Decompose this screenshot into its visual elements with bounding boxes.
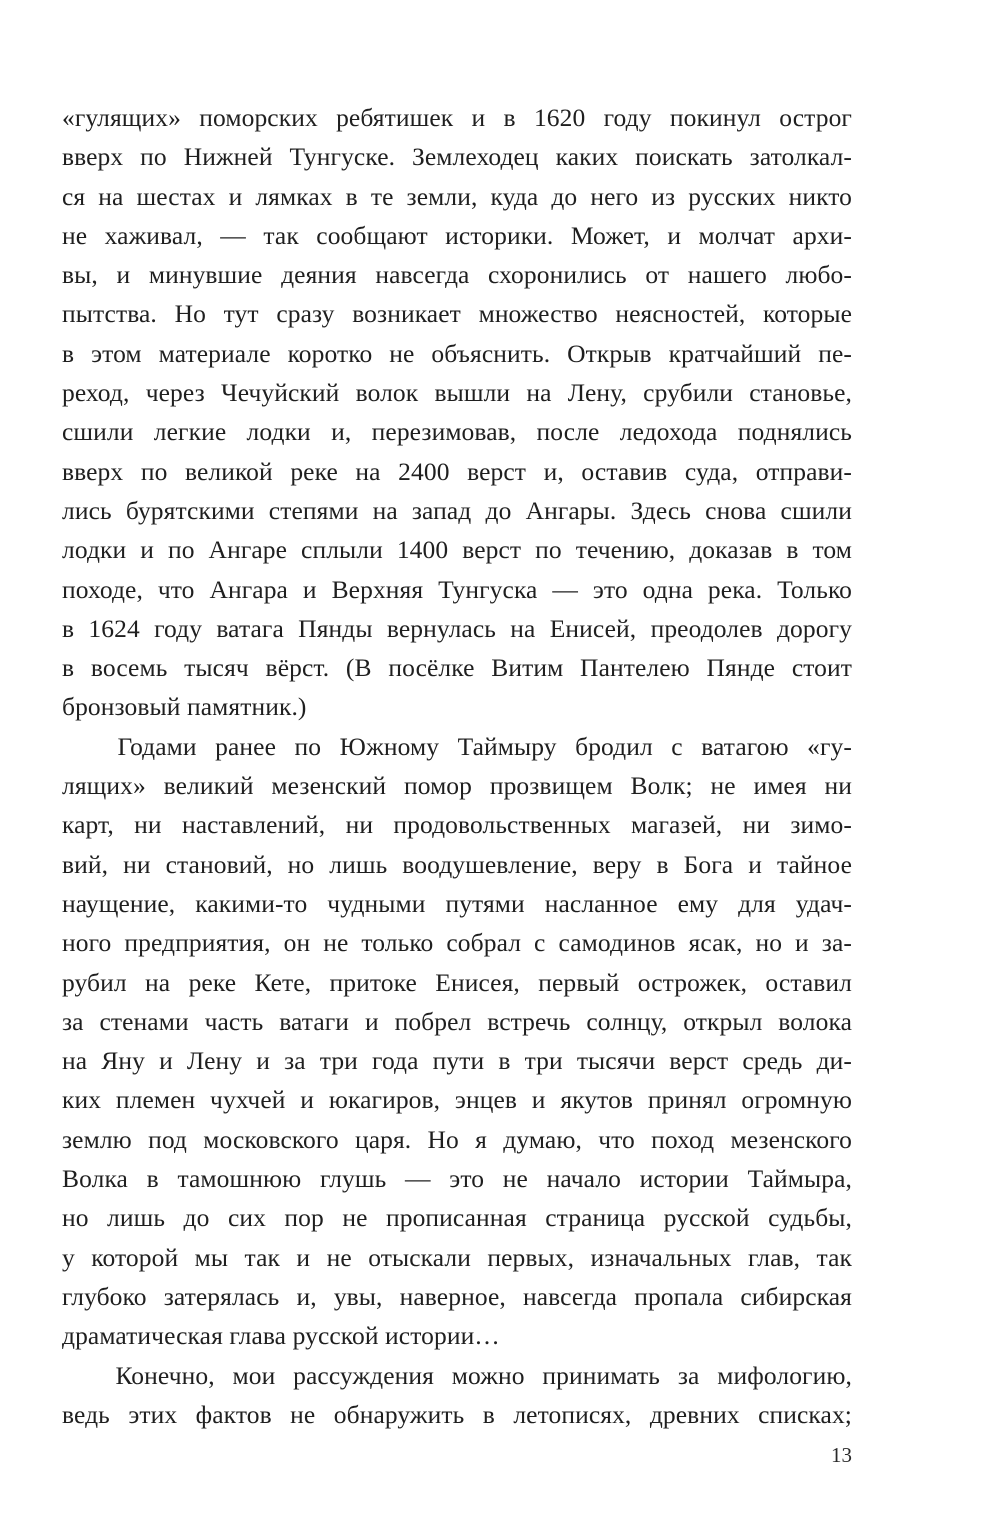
body-text xyxy=(62,98,852,1434)
text-line: наущение, какими-то чудными путями насланное ему для удач- xyxy=(62,888,852,918)
text-line: ведь этих фактов не обнаружить в летописях, древних списках; xyxy=(62,1399,852,1429)
paragraph-start-line: Конечно, мои рассуждения можно принимать за мифологию, xyxy=(62,1360,852,1390)
text-line: рубил на реке Кете, притоке Енисея, первый острожек, оставил xyxy=(62,967,852,997)
text-line: глубоко затерялась и, увы, наверное, навсегда пропала сибирская xyxy=(62,1281,852,1311)
text-line: походе, что Ангара и Верхняя Тунгуска — это одна река. Только xyxy=(62,574,852,604)
text-line: пытства. Но тут сразу возникает множество неясностей, которые xyxy=(62,299,852,329)
text-line: Волка в тамошнюю глушь — это не начало истории Таймыра, xyxy=(62,1164,852,1194)
text-line: лодки и по Ангаре сплыли 1400 верст по течению, доказав в том xyxy=(62,535,852,565)
text-line: но лишь до сих пор не прописанная страница русской судьбы, xyxy=(62,1203,852,1233)
text-line: ного предприятия, он не только собрал с самодинов ясак, но и за- xyxy=(62,928,852,958)
text-line: лись бурятскими степями на запад до Ангары. Здесь снова сшили xyxy=(62,495,852,525)
paragraph-start-line: Годами ранее по Южному Таймыру бродил с ватагою «гу- xyxy=(62,731,852,761)
text-line: лящих» великий мезенский помор прозвищем Волк; не имея ни xyxy=(62,771,852,801)
text-line: в этом материале коротко не объяснить. Открыв кратчайший пе- xyxy=(62,338,852,368)
text-line: ся на шестах и лямках в те земли, куда до него из русских никто xyxy=(62,181,852,211)
text-line: за стенами часть ватаги и побрел встречь солнцу, открыл волока xyxy=(62,1006,852,1036)
text-line: в 1624 году ватага Пянды вернулась на Енисей, преодолев дорогу xyxy=(62,613,852,643)
paragraph-end-line: драматическая глава русской истории… xyxy=(62,1321,500,1351)
text-line: у которой мы так и не отыскали первых, изначальных глав, так xyxy=(62,1242,852,1272)
text-line: на Яну и Лену и за три года пути в три тысячи верст средь ди- xyxy=(62,1046,852,1076)
text-line: вий, ни становий, но лишь воодушевление, веру в Бога и тайное xyxy=(62,849,852,879)
text-line: реход, через Чечуйский волок вышли на Лену, срубили становье, xyxy=(62,378,852,408)
text-line: сшили легкие лодки и, перезимовав, после ледохода поднялись xyxy=(62,417,852,447)
page-number: 13 xyxy=(831,1443,852,1467)
text-line: «гулящих» поморских ребятишек и в 1620 году покинул острог xyxy=(62,103,852,132)
text-line: вверх по Нижней Тунгуске. Землеходец каких поискать затолкал- xyxy=(62,142,852,172)
text-line: вы, и минувшие деяния навсегда схоронились от нашего любо- xyxy=(62,260,852,290)
text-line: не хаживал, — так сообщают историки. Может, и молчат архи- xyxy=(62,220,852,250)
text-line: в восемь тысяч вёрст. (В посёлке Витим Пантелею Пянде стоит xyxy=(62,653,852,683)
text-line: землю под московского царя. Но я думаю, что поход мезенского xyxy=(62,1124,852,1154)
paragraph-end-line: бронзовый памятник.) xyxy=(62,692,307,722)
text-line: карт, ни наставлений, ни продовольственных магазей, ни зимо- xyxy=(62,810,852,840)
text-line: ких племен чухчей и юкагиров, энцев и якутов принял огромную xyxy=(62,1085,852,1115)
text-line: вверх по великой реке на 2400 верст и, оставив суда, отправи- xyxy=(62,456,852,486)
